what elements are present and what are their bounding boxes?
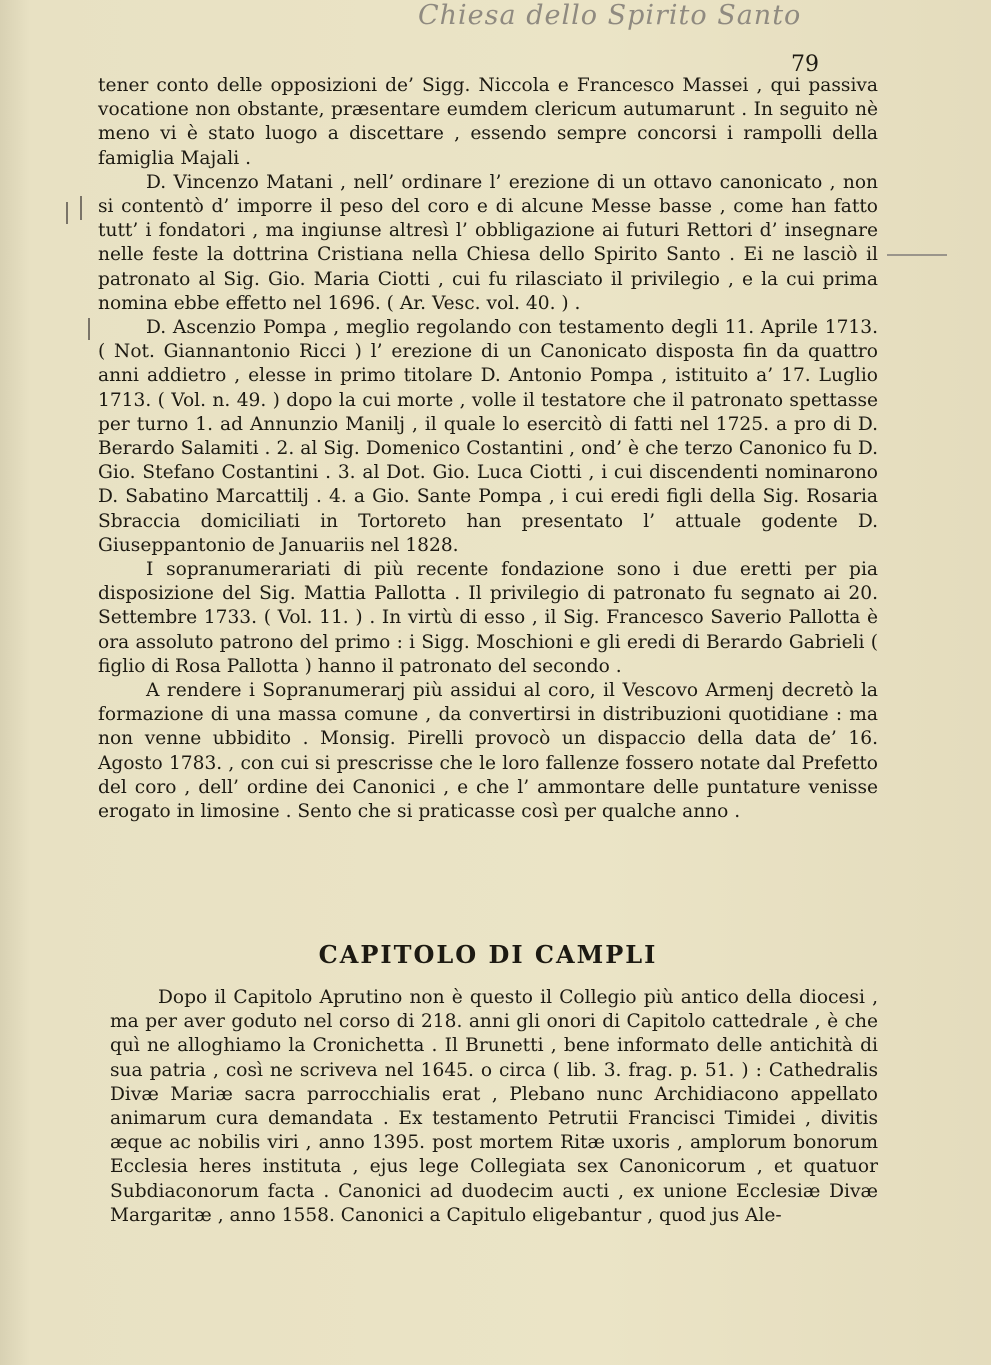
paragraph: I sopranumerariati di più recente fondazione sono i due eretti per pia disposizione del Sig. Mattia Pallotta . Il privilegio di patronato fu segnato ai 20. Settembre 1733. ( Vol. 11. ) . In virtù di esso , il Sig. Francesco Saverio Pallotta è ora assoluto patrono del primo : i Sigg. Moschioni e gli eredi di Berardo Gabrieli ( figlio di Rosa Pallotta ) hanno il patronato del secondo . <box>98 559 878 677</box>
body-text <box>98 74 878 824</box>
section-heading: CAPITOLO DI CAMPLI <box>318 940 658 969</box>
paragraph: Dopo il Capitolo Aprutino non è questo il Collegio più antico della diocesi , ma per aver goduto nel corso di 218. anni gli onori di Capitolo cattedrale , è che quì ne alloghiamo la Cronichetta . Il Brunetti , bene informato delle antichità di sua patria , così ne scriveva nel 1645. o circa ( lib. 3. frag. p. 51. ) : Cathedralis Divæ Mariæ sacra parrocchialis erat , Plebano nunc Archidiacono appellato animarum cura demandata . Ex testamento Petrutii Francisci Timidei , divitis æque ac nobilis viri , anno 1395. post mortem Ritæ uxoris , amplorum bonorum Ecclesia heres instituta , ejus lege Collegiata sex Canonicorum , et quatuor Subdiaconorum facta . Canonici ad duodecim aucti , ex unione Ecclesiæ Divæ Margaritæ , anno 1558. Canonici a Capitulo eligebantur , quod jus Ale- <box>110 987 878 1226</box>
page-number: 79 <box>791 52 819 77</box>
handwritten-annotation: Chiesa dello Spirito Santo <box>418 0 802 31</box>
paragraph: D. Vincenzo Matani , nell’ ordinare l’ erezione di un ottavo canonicato , non si contentò d’ imporre il peso del coro e di alcune Messe basse , come han fatto tutt’ i fondatori , ma ingiunse altresì l’ obbligazione ai futuri Rettori d’ insegnare nelle feste la dottrina Cristiana nella Chiesa dello Spirito Santo . Ei ne lasciò il patronato al Sig. Gio. Maria Ciotti , cui fu rilasciato il privilegio , e la cui prima nomina ebbe effetto nel 1696. ( Ar. Vesc. vol. 40. ) . <box>98 171 878 314</box>
paragraph: D. Ascenzio Pompa , meglio regolando con testamento degli 11. Aprile 1713. ( Not. Giannantonio Ricci ) l’ erezione di un Canonicato disposta fin da quattro anni addietro , elesse in primo titolare D. Antonio Pompa , istituito a’ 17. Luglio 1713. ( Vol. n. 49. ) dopo la cui morte , volle il testatore che il patronato spettasse per turno 1. ad Annunzio Manilj , il quale lo esercitò di fatti nel 1725. a pro di D. Berardo Salamiti . 2. al Sig. Domenico Costantini , ond’ è che terzo Canonico fu D. Gio. Stefano Costantini . 3. al Dot. Gio. Luca Ciotti , i cui discendenti nominarono D. Sabatino Marcattilj . 4. a Gio. Sante Pompa , i cui eredi figli della Sig. Rosaria Sbraccia domiciliati in Tortoreto han presentato l’ attuale godente D. Giuseppantonio de Januariis nel 1828. <box>98 317 878 556</box>
paragraph: A rendere i Sopranumerarj più assidui al coro, il Vescovo Armenj decretò la formazione di una massa comune , da convertirsi in distribuzioni quotidiane : ma non venne ubbidito . Monsig. Pirelli provocò un dispaccio della data de’ 16. Agosto 1783. , con cui si prescrisse che le loro fallenze fossero notate dal Prefetto del coro , dell’ ordine dei Canonici , e che l’ ammontare delle puntature venisse erogato in limosine . Sento che si praticasse così per qualche anno . <box>98 680 878 823</box>
paragraph: tener conto delle opposizioni de’ Sigg. Niccola e Francesco Massei , qui passiva vocatione non obstante, præsentare eumdem clericum autumarunt . In seguito nè meno vi è stato luogo a discettare , essendo sempre concorsi i rampolli della famiglia Majali . <box>98 75 878 169</box>
margin-line <box>887 254 947 256</box>
section-body-text <box>110 986 878 1228</box>
